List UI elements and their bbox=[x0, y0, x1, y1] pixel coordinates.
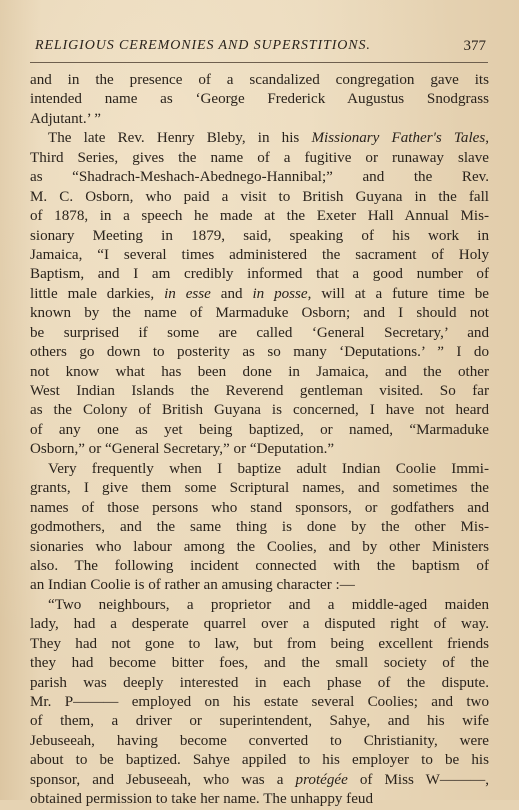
text-line: little male darkies, in esse and in posse, will at a future time be bbox=[30, 285, 489, 302]
body-text bbox=[30, 71, 489, 810]
text-line: lady, had a desperate quarrel over a disputed right of way. bbox=[30, 616, 489, 633]
text-line: sponsor, and Jebuseeah, who was a protégée of Miss W———, bbox=[30, 771, 489, 788]
text-line: of any one as yet being baptized, or named, “Marmaduke bbox=[30, 421, 489, 438]
text-line: as “Shadrach-Meshach-Abednego-Hannibal;” and the Rev. bbox=[30, 169, 489, 186]
text-line: “Two neighbours, a proprietor and a middle-aged maiden bbox=[48, 596, 489, 613]
page-header bbox=[30, 38, 488, 58]
paragraph bbox=[30, 71, 489, 129]
paragraph bbox=[30, 460, 489, 596]
text-line: Osborn,” or “General Secretary,” or “Deputation.” bbox=[30, 441, 335, 458]
text-line: grants, I give them some Scriptural names, and sometimes the bbox=[30, 480, 489, 497]
text-line: godmothers, and the same thing is done by the other Mis- bbox=[30, 519, 489, 536]
text-line: as the Colony of British Guyana is concerned, I have not heard bbox=[30, 402, 489, 419]
text-line: known by the name of Marmaduke Osborn; and I should not bbox=[30, 305, 489, 322]
text-line: also. The following incident connected with the baptism of bbox=[30, 557, 489, 574]
text-line: West Indian Islands the Reverend gentleman visited. So far bbox=[30, 383, 489, 399]
text-line: they had become bitter foes, and the small society of the bbox=[30, 655, 489, 672]
text-line: not know what has been done in Jamaica, and the other bbox=[30, 363, 489, 380]
text-line: Jamaica, “I several times administered the sacrament of Holy bbox=[30, 246, 489, 263]
text-line: Baptism, and I am credibly informed that a good number of bbox=[30, 266, 489, 283]
text-line: and in the presence of a scandalized congregation gave its bbox=[30, 72, 489, 88]
text-line: Very frequently when I baptize adult Indian Coolie Immi- bbox=[48, 460, 489, 477]
text-line: M. C. Osborn, who paid a visit to British Guyana in the fall bbox=[30, 188, 489, 205]
text-line: Adjutant.’ ” bbox=[30, 110, 101, 127]
text-line: Mr. P——— employed on his estate several Coolies; and two bbox=[30, 694, 489, 710]
text-line: be surprised if some are called ‘General Secretary,’ and bbox=[30, 324, 489, 341]
paragraph bbox=[30, 596, 489, 810]
text-line: parish was deeply interested in each phase of the dispute. bbox=[30, 674, 489, 691]
header-rule bbox=[30, 62, 488, 63]
text-line: of them, a driver or superintendent, Sahye, and his wife bbox=[30, 713, 489, 730]
text-line: names of those persons who stand sponsors, or godfathers and bbox=[30, 499, 489, 516]
text-line: about to be baptized. Sahye appiled to his employer to be his bbox=[30, 752, 489, 769]
text-line: an Indian Coolie is of rather an amusing character :— bbox=[30, 577, 355, 594]
text-line: Third Series, gives the name of a fugitive or runaway slave bbox=[30, 149, 489, 166]
text-line: They had not gone to law, but from being excellent friends bbox=[30, 635, 489, 652]
paragraph bbox=[30, 129, 489, 459]
text-line: intended name as ‘George Frederick Augustus Snodgrass bbox=[30, 91, 489, 108]
text-line: Jebuseeah, having become converted to Christianity, were bbox=[30, 732, 489, 749]
text-line: sionary Meeting in 1879, said, speaking of his work in bbox=[30, 227, 489, 244]
running-head: RELIGIOUS CEREMONIES AND SUPERSTITIONS. bbox=[35, 38, 371, 53]
text-line: The late Rev. Henry Bleby, in his Missionary Father's Tales, bbox=[48, 130, 489, 147]
text-line: of 1878, in a speech he made at the Exeter Hall Annual Mis- bbox=[30, 208, 489, 225]
page-number: 377 bbox=[463, 38, 486, 54]
text-line: obtained permission to take her name. The unhappy feud bbox=[30, 791, 374, 808]
text-line: sionaries who labour among the Coolies, and by other Ministers bbox=[30, 538, 489, 555]
text-line: others go down to posterity as so many ‘Deputations.’ ” I do bbox=[30, 344, 489, 361]
